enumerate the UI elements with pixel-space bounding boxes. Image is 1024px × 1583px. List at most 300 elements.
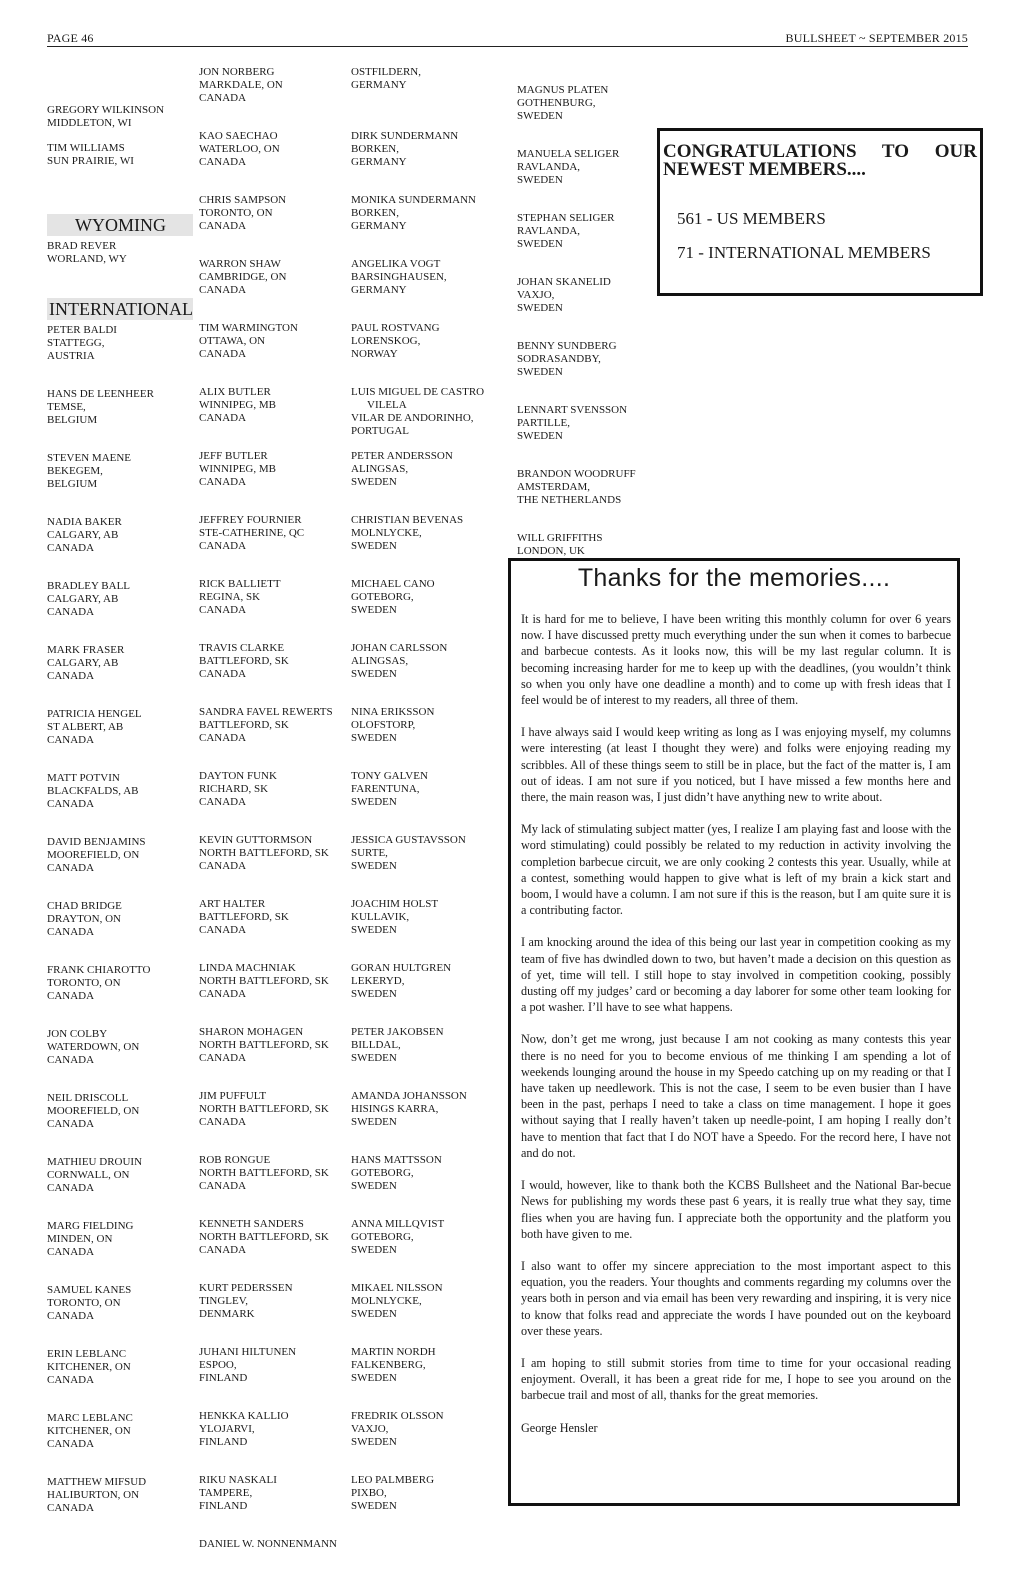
member-entry [351, 1154, 442, 1193]
member-location: CANADA [199, 539, 247, 552]
member-entry [351, 578, 435, 617]
member-name: JOACHIM HOLST [351, 898, 439, 910]
member-location: CANADA [47, 1309, 95, 1322]
member-entry [199, 130, 280, 169]
member-location: HALIBURTON, ON [47, 1488, 140, 1501]
member-entry [47, 240, 127, 266]
member-name: WILL GRIFFITHS [517, 532, 603, 544]
member-entry [199, 386, 276, 425]
member-entry [351, 194, 476, 233]
member-entry [199, 1154, 329, 1193]
member-name: PATRICIA HENGEL [47, 708, 142, 720]
member-location: ST ALBERT, AB [47, 720, 124, 733]
member-name: HENKKA KALLIO [199, 1410, 289, 1422]
member-location: BATTLEFORD, SK [199, 654, 289, 667]
member-location: CANADA [47, 1501, 95, 1514]
member-location: HISINGS KARRA, [351, 1102, 439, 1115]
member-name: KURT PEDERSSEN [199, 1282, 293, 1294]
member-name: MARTIN NORDH [351, 1346, 436, 1358]
member-location: CANADA [199, 667, 247, 680]
member-entry [517, 468, 636, 507]
member-location: TAMPERE, [199, 1486, 253, 1499]
member-location: CANADA [47, 1117, 95, 1130]
member-name: JEFFREY FOURNIER [199, 514, 302, 526]
member-location: RAVLANDA, [517, 224, 581, 237]
member-name: MARK FRASER [47, 644, 125, 656]
member-location: SWEDEN [351, 1243, 397, 1256]
member-entry [199, 322, 298, 361]
member-location: TORONTO, ON [199, 206, 273, 219]
member-name: MAGNUS PLATEN [517, 84, 609, 96]
member-location: BATTLEFORD, SK [199, 718, 289, 731]
member-location: OTTAWA, ON [199, 334, 266, 347]
member-entry [47, 964, 150, 1003]
member-entry [351, 514, 463, 553]
member-location: STE-CATHERINE, QC [199, 526, 305, 539]
member-location: ALINGSAS, [351, 462, 409, 475]
member-location: FINLAND [199, 1435, 248, 1448]
member-name: NADIA BAKER [47, 516, 122, 528]
member-name: JON COLBY [47, 1028, 108, 1040]
member-entry [199, 514, 304, 553]
member-name: SHARON MOHAGEN [199, 1026, 304, 1038]
member-name: MANUELA SELIGER [517, 148, 620, 160]
member-entry [199, 66, 283, 105]
member-location: CORNWALL, ON [47, 1168, 130, 1181]
member-name: AMANDA JOHANSSON [351, 1090, 467, 1102]
member-location: SODRASANDBY, [517, 352, 601, 365]
member-name: FREDRIK OLSSON [351, 1410, 444, 1422]
article-signature: George Hensler [521, 1420, 598, 1435]
member-entry [351, 1218, 444, 1257]
member-entry [47, 580, 130, 619]
member-location: CANADA [199, 1115, 247, 1128]
member-location: GOTEBORG, [351, 590, 414, 603]
member-entry [47, 1092, 139, 1131]
member-location: SWEDEN [351, 475, 397, 488]
member-name: DANIEL W. NONNENMANN [199, 1538, 337, 1550]
member-location: AUSTRIA [47, 349, 95, 362]
member-entry [199, 1026, 329, 1065]
member-name: PAUL ROSTVANG [351, 322, 440, 334]
member-name: JUHANI HILTUNEN [199, 1346, 297, 1358]
member-location: THE NETHERLANDS [517, 493, 622, 506]
member-location: WINNIPEG, MB [199, 398, 276, 411]
member-location: BELGIUM [47, 413, 98, 426]
member-location: CANADA [199, 155, 247, 168]
member-location: SWEDEN [351, 1179, 397, 1192]
member-location: CALGARY, AB [47, 592, 119, 605]
international-members-count: 71 - INTERNATIONAL MEMBERS [677, 243, 931, 262]
member-location: CANADA [47, 541, 95, 554]
article-paragraph: I would, however, like to thank both the KCBS Bullsheet and the National Bar-becue News for publishing my words these past 6 years, it is really true what they say, time flies when you are having fun. I appreciate both the opportunity and the platform you both have given to me. [521, 1178, 951, 1241]
member-name: BRAD REVER [47, 240, 117, 252]
member-location: SWEDEN [517, 301, 563, 314]
member-entry [351, 962, 451, 1001]
member-location: MOOREFIELD, ON [47, 1104, 140, 1117]
article-title: Thanks for the memories.... [577, 564, 891, 592]
member-location: MOLNLYCKE, [351, 526, 422, 539]
member-entry [199, 1218, 329, 1257]
member-location: CANADA [199, 731, 247, 744]
member-name: RICK BALLIETT [199, 578, 281, 590]
member-location: SURTE, [351, 846, 388, 859]
member-location: GERMANY [351, 155, 407, 168]
member-location: CANADA [199, 411, 247, 424]
member-location: FARENTUNA, [351, 782, 420, 795]
member-name: ART HALTER [199, 898, 266, 910]
member-name: MATTHEW MIFSUD [47, 1476, 147, 1488]
member-location: SWEDEN [351, 667, 397, 680]
member-name: SANDRA FAVEL REWERTS [199, 706, 333, 718]
member-location: MOOREFIELD, ON [47, 848, 140, 861]
member-name: KAO SAECHAO [199, 130, 278, 142]
member-name: STEPHAN SELIGER [517, 212, 615, 224]
member-location: SWEDEN [517, 365, 563, 378]
member-location: AMSTERDAM, [517, 480, 591, 493]
member-location: FINLAND [199, 1499, 248, 1512]
member-location: FINLAND [199, 1371, 248, 1384]
member-name: TRAVIS CLARKE [199, 642, 285, 654]
member-location: NORTH BATTLEFORD, SK [199, 974, 329, 987]
member-location: MIDDLETON, WI [47, 116, 132, 129]
member-location: SWEDEN [351, 603, 397, 616]
member-name: BENNY SUNDBERG [517, 340, 617, 352]
member-entry [199, 770, 277, 809]
member-entry [351, 258, 447, 297]
member-entry [351, 1282, 443, 1321]
member-location: GERMANY [351, 283, 407, 296]
member-location: BEKEGEM, [47, 464, 103, 477]
member-name: STEVEN MAENE [47, 452, 132, 464]
member-entry [47, 142, 134, 168]
member-name: GORAN HULTGREN [351, 962, 452, 974]
member-location: ALINGSAS, [351, 654, 409, 667]
us-members-count: 561 - US MEMBERS [677, 209, 826, 228]
member-name: ROB RONGUE [199, 1154, 271, 1166]
member-entry [199, 1410, 289, 1449]
member-location: CANADA [199, 1051, 247, 1064]
member-location: WATERDOWN, ON [47, 1040, 140, 1053]
member-name: RIKU NASKALI [199, 1474, 277, 1486]
member-location: CANADA [47, 925, 95, 938]
member-name: NINA ERIKSSON [351, 706, 435, 718]
member-entry [517, 276, 611, 315]
member-entry [199, 706, 333, 745]
member-entry [351, 1090, 467, 1129]
member-entry [351, 898, 438, 937]
member-entry [351, 322, 440, 361]
member-location: CANADA [199, 91, 247, 104]
member-location: GERMANY [351, 219, 407, 232]
member-entry [199, 1346, 296, 1385]
member-entry [199, 1090, 329, 1129]
article-body [521, 611, 951, 1436]
member-location: CANADA [199, 347, 247, 360]
member-entry [351, 834, 466, 873]
member-entry [199, 642, 289, 681]
member-name: JEFF BUTLER [199, 450, 268, 462]
state-heading-wyoming: WYOMING [47, 214, 193, 236]
member-entry [351, 770, 428, 809]
member-location: GOTEBORG, [351, 1166, 414, 1179]
member-name: TONY GALVEN [351, 770, 428, 782]
member-location: CALGARY, AB [47, 656, 119, 669]
article-paragraph: My lack of stimulating subject matter (yes, I realize I am playing fast and loose with the word stimulating) could possibly be related to my reduction in activity involving the completion barbecue circuit, we are only cooking 2 contests this year. Usually, while at a contest, something would happen to give what is left of my brain a kick start and boom, I would have a column. I am not sure if this is the reason, but I am quite sure it is a contributing factor. [521, 822, 951, 918]
member-name: ERIN LEBLANC [47, 1348, 127, 1360]
member-location: SWEDEN [351, 1307, 397, 1320]
member-name: CHRIS SAMPSON [199, 194, 287, 206]
member-location: LORENSKOG, [351, 334, 421, 347]
member-location: SWEDEN [351, 859, 397, 872]
member-entry [47, 1156, 142, 1195]
member-entry [199, 1282, 293, 1321]
member-name: LENNART SVENSSON [517, 404, 628, 416]
member-entry [47, 1476, 146, 1515]
member-entry [47, 452, 131, 491]
member-location: SWEDEN [351, 1115, 397, 1128]
member-name: GREGORY WILKINSON [47, 104, 165, 116]
member-location: LEKERYD, [351, 974, 405, 987]
member-location: VILAR DE ANDORINHO, [351, 411, 474, 424]
member-name: MATT POTVIN [47, 772, 120, 784]
article-paragraph: Now, don’t get me wrong, just because I am not cooking as many contests this year there is no need for you to become envious of me thinking I am spending a lot of weekends lounging around the house in my Speedo catching up on my reading or that I have taken up needlework. This is not the case, I seem to be even busier than I have been in the past, perhaps I need to take a class on time management. I hope it goes without saying that I really haven’t taken up needle-point, I am hoping I really don’t have to mention that fact that I do NOT have a Speedo. For the record here, I have not and do not. [521, 1032, 951, 1160]
member-location: SWEDEN [351, 923, 397, 936]
member-location: TEMSE, [47, 400, 86, 413]
member-name: MIKAEL NILSSON [351, 1282, 443, 1294]
member-entry [199, 450, 276, 489]
member-location: GOTHENBURG, [517, 96, 596, 109]
member-location: NORTH BATTLEFORD, SK [199, 846, 329, 859]
member-location: GERMANY [351, 78, 407, 91]
member-location: OLOFSTORP, [351, 718, 416, 731]
article-paragraph: It is hard for me to believe, I have been writing this monthly column for over 6 years now. I have discussed pretty much everything under the sun when it comes to barbecue and barbecue contests. As it looks now, this will be my last regular column. It is becoming increasing harder for me to keep up with the deadlines, (you wouldn’t think so when you only have one deadline a month) and to come up with fresh ideas that I feel would be of interest to my readers, all three of them. [521, 612, 951, 708]
congrats-title: CONGRATULATIONS TO OUR NEWEST MEMBERS.... [663, 141, 977, 180]
member-name: ANGELIKA VOGT [351, 258, 441, 270]
member-location: WORLAND, WY [47, 252, 127, 265]
member-location: VAXJO, [517, 288, 555, 301]
member-name: JIM PUFFULT [199, 1090, 267, 1102]
article-paragraph: I am knocking around the idea of this being our last year in competition cooking as my team of five has dwindled down to two, but haven’t made a decision on this question as of yet, time will tell. I still hope to stay involved in competition cooking, possibly dusting off my judges’ card or becoming a day laborer for some other team looking for a pot washer. I’ll have to see what happens. [521, 935, 951, 1015]
member-entry [351, 1474, 434, 1513]
member-entry [199, 1538, 337, 1551]
member-entry [517, 532, 602, 558]
member-location: GOTEBORG, [351, 1230, 414, 1243]
member-location: NORTH BATTLEFORD, SK [199, 1166, 329, 1179]
member-location: SWEDEN [351, 1051, 397, 1064]
member-entry [47, 1284, 131, 1323]
member-entry [199, 1474, 277, 1513]
member-location: KITCHENER, ON [47, 1360, 131, 1373]
member-name: KENNETH SANDERS [199, 1218, 304, 1230]
member-location: SWEDEN [517, 109, 563, 122]
article-paragraph: I am hoping to still submit stories from time to time for your occasional reading enjoyment. Overall, it has been a great ride for me, I hope to see you around on the barbecue trail and most of all, thanks for the great memories. [521, 1355, 951, 1403]
member-name: WARRON SHAW [199, 258, 281, 270]
member-name: HANS DE LEENHEER [47, 388, 154, 400]
member-location: NORTH BATTLEFORD, SK [199, 1038, 329, 1051]
member-location: TORONTO, ON [47, 976, 121, 989]
member-name: NEIL DRISCOLL [47, 1092, 129, 1104]
member-location: VILELA [367, 398, 407, 411]
member-location: NORTH BATTLEFORD, SK [199, 1102, 329, 1115]
member-entry [47, 104, 164, 130]
member-location: WINNIPEG, MB [199, 462, 276, 475]
member-entry [199, 962, 329, 1001]
page-number: PAGE 46 [47, 31, 94, 45]
member-entry [47, 1348, 131, 1387]
member-name: DIRK SUNDERMANN [351, 130, 459, 142]
member-name: JOHAN CARLSSON [351, 642, 448, 654]
member-entry [517, 340, 617, 379]
member-entry [47, 1028, 139, 1067]
member-name: ALIX BUTLER [199, 386, 271, 398]
member-location: PORTUGAL [351, 424, 410, 437]
member-entry [47, 516, 122, 555]
member-location: CALGARY, AB [47, 528, 119, 541]
member-name: TIM WARMINGTON [199, 322, 298, 334]
member-location: SWEDEN [517, 173, 563, 186]
member-location: KULLAVIK, [351, 910, 410, 923]
member-name: LINDA MACHNIAK [199, 962, 296, 974]
member-entry [199, 194, 286, 233]
member-entry [351, 130, 458, 169]
member-location: CANADA [199, 987, 247, 1000]
member-entry [47, 836, 146, 875]
member-location: CANADA [47, 989, 95, 1002]
member-entry [351, 66, 421, 92]
member-location: BATTLEFORD, SK [199, 910, 289, 923]
member-location: STATTEGG, [47, 336, 105, 349]
member-location: CANADA [47, 669, 95, 682]
member-location: SWEDEN [517, 237, 563, 250]
issue-label: BULLSHEET ~ SEPTEMBER 2015 [785, 31, 968, 45]
member-location: VAXJO, [351, 1422, 389, 1435]
member-entry [199, 898, 289, 937]
member-location: CANADA [199, 1243, 247, 1256]
member-name: JOHAN SKANELID [517, 276, 611, 288]
member-location: CANADA [47, 1245, 95, 1258]
member-location: CANADA [199, 475, 247, 488]
member-location: MARKDALE, ON [199, 78, 283, 91]
member-location: NORWAY [351, 347, 398, 360]
member-location: MINDEN, ON [47, 1232, 113, 1245]
congrats-box [657, 128, 983, 296]
member-location: SWEDEN [351, 1499, 397, 1512]
member-name: MONIKA SUNDERMANN [351, 194, 476, 206]
member-location: SWEDEN [351, 731, 397, 744]
member-location: CANADA [199, 923, 247, 936]
member-entry [47, 772, 138, 811]
member-entry [47, 708, 142, 747]
member-location: BORKEN, [351, 142, 399, 155]
member-location: RAVLANDA, [517, 160, 581, 173]
member-entry [47, 644, 124, 683]
member-entry [517, 212, 614, 251]
member-entry [199, 578, 281, 617]
member-location: CANADA [199, 859, 247, 872]
member-location: WATERLOO, ON [199, 142, 280, 155]
member-location: NORTH BATTLEFORD, SK [199, 1230, 329, 1243]
member-name: SAMUEL KANES [47, 1284, 132, 1296]
member-entry [351, 642, 447, 681]
member-name: PETER BALDI [47, 324, 117, 336]
member-location: SWEDEN [351, 539, 397, 552]
article-paragraph: I have always said I would keep writing as long as I was enjoying myself, my columns were interesting (at least I thought they were) and folks were enjoying reading my scribbles. All of these things seem to still be in place, but the fact of the matter is, I am out of ideas. I am not sure if you noticed, but I have missed a few months here and there, the main reason was, I just didn’t have anything new to write about. [521, 725, 951, 805]
member-name: KEVIN GUTTORMSON [199, 834, 313, 846]
member-entry [351, 1410, 444, 1449]
member-name: HANS MATTSSON [351, 1154, 442, 1166]
member-location: RICHARD, SK [199, 782, 269, 795]
member-name: MARG FIELDING [47, 1220, 134, 1232]
member-location: BILLDAL, [351, 1038, 401, 1051]
article-paragraph: I also want to offer my sincere appreciation to the most important aspect to this equation, you the readers. Your thoughts and comments regarding my columns over the years both in person and via email has been very rewarding and inspiring, it is very nice to know that folks read and appreciate the words I have pounded out on the keyboard over these years. [521, 1258, 951, 1338]
member-name: CHRISTIAN BEVENAS [351, 514, 464, 526]
member-entry [47, 388, 154, 427]
member-location: SWEDEN [351, 795, 397, 808]
member-location: REGINA, SK [199, 590, 261, 603]
member-entry [199, 834, 329, 873]
member-location: CANADA [47, 1437, 95, 1450]
member-name: DAVID BENJAMINS [47, 836, 146, 848]
member-entry [47, 1412, 133, 1451]
member-entry [517, 404, 627, 443]
member-name: JESSICA GUSTAVSSON [351, 834, 466, 846]
article-box [508, 558, 960, 1506]
member-location: SWEDEN [351, 1371, 397, 1384]
member-name: BRANDON WOODRUFF [517, 468, 636, 480]
member-location: DRAYTON, ON [47, 912, 121, 925]
member-location: SWEDEN [517, 429, 563, 442]
member-location: FALKENBERG, [351, 1358, 426, 1371]
member-location: CANADA [199, 283, 247, 296]
member-location: CANADA [199, 795, 247, 808]
member-entry [351, 386, 484, 438]
member-name: TIM WILLIAMS [47, 142, 125, 154]
member-location: LONDON, UK [517, 544, 585, 557]
member-location: BORKEN, [351, 206, 399, 219]
member-name: LEO PALMBERG [351, 1474, 435, 1486]
member-entry [47, 1220, 133, 1259]
member-location: BARSINGHAUSEN, [351, 270, 447, 283]
member-entry [351, 450, 453, 489]
member-location: SUN PRAIRIE, WI [47, 154, 134, 167]
member-location: TORONTO, ON [47, 1296, 121, 1309]
member-location: CANADA [47, 861, 95, 874]
member-location: CAMBRIDGE, ON [199, 270, 287, 283]
member-location: SWEDEN [351, 1435, 397, 1448]
member-location: KITCHENER, ON [47, 1424, 131, 1437]
member-entry [351, 1026, 444, 1065]
member-location: PARTILLE, [517, 416, 571, 429]
member-location: CANADA [47, 1181, 95, 1194]
member-location: CANADA [47, 733, 95, 746]
member-name: BRADLEY BALL [47, 580, 131, 592]
member-location: CANADA [199, 1179, 247, 1192]
member-location: CANADA [47, 1053, 95, 1066]
member-location: CANADA [47, 797, 95, 810]
member-entry [351, 1346, 436, 1385]
member-location: BLACKFALDS, AB [47, 784, 139, 797]
member-location: SWEDEN [351, 987, 397, 1000]
member-name: MARC LEBLANC [47, 1412, 133, 1424]
state-heading-international: INTERNATIONAL [49, 299, 193, 319]
member-location: BELGIUM [47, 477, 98, 490]
member-location: CANADA [47, 605, 95, 618]
member-entry [517, 84, 608, 123]
member-name: PETER JAKOBSEN [351, 1026, 444, 1038]
member-name: JON NORBERG [199, 66, 275, 78]
member-name: FRANK CHIAROTTO [47, 964, 151, 976]
